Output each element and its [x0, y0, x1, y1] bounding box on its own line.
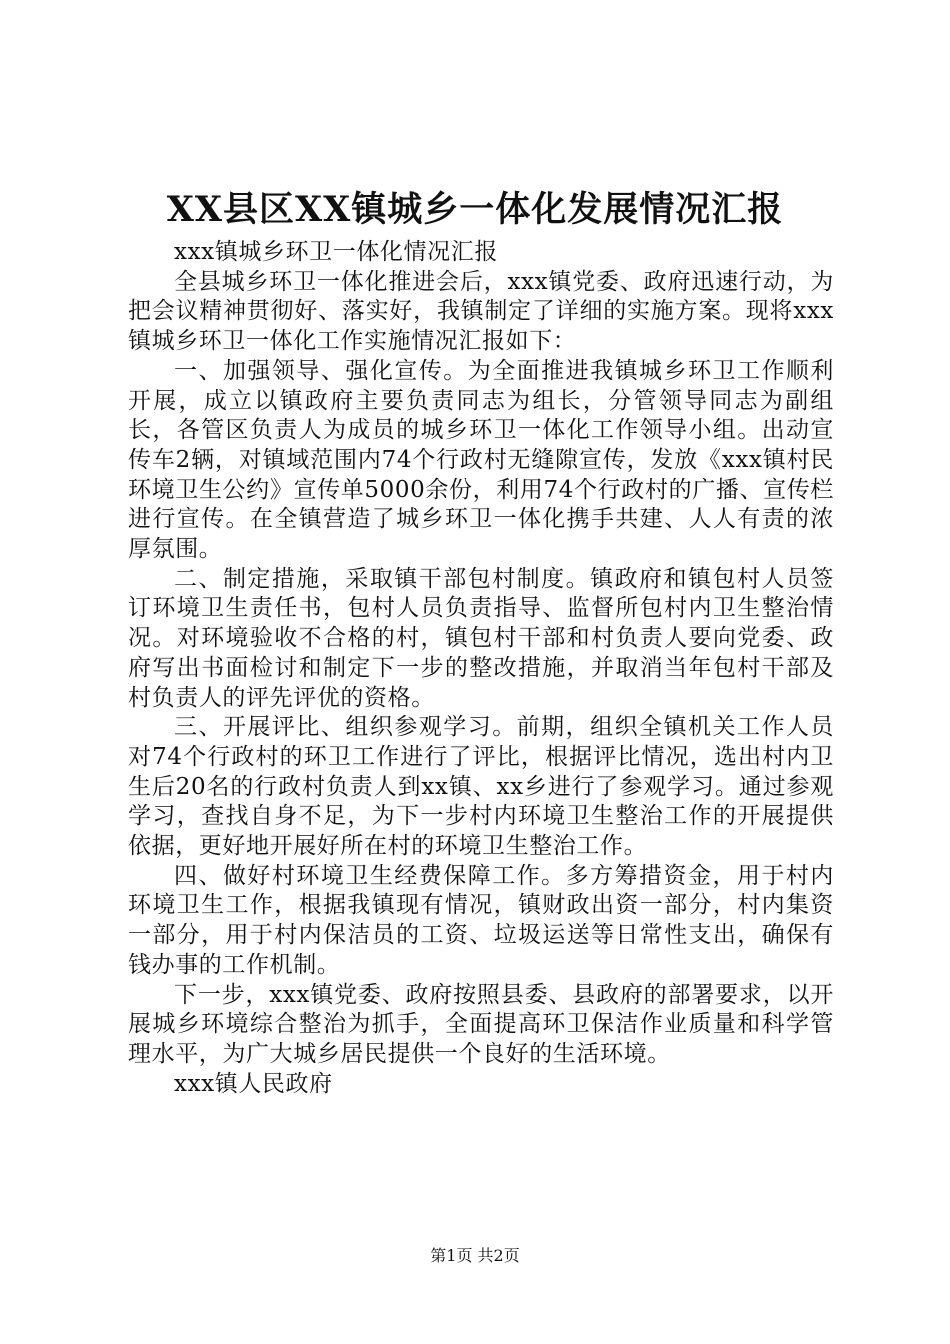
next-steps-paragraph: 下一步，xxx镇党委、政府按照县委、县政府的部署要求，以开展城乡环境综合整治为抓手，全面提高环卫保洁作业质量和科学管理水平，为广大城乡居民提供一个良好的生活环境。 — [128, 981, 834, 1067]
report-subtitle: xxx镇城乡环卫一体化情况汇报 — [174, 239, 498, 265]
section-two-paragraph: 二、制定措施，采取镇干部包村制度。镇政府和镇包村人员签订环境卫生责任书，包村人员负责指导、监督所包村内卫生整治情况。对环境验收不合格的村，镇包村干部和村负责人要向党委、政府写出书面检讨和制定下一步的整改措施，并取消当年包村干部及村负责人的评先评优的资格。 — [128, 565, 834, 711]
section-four-paragraph: 四、做好村环境卫生经费保障工作。多方筹措资金，用于村内环境卫生工作，根据我镇现有情况，镇财政出资一部分，村内集资一部分，用于村内保洁员的工资、垃圾运送等日常性支出，确保有钱办事的工作机制。 — [128, 862, 834, 978]
section-three-paragraph: 三、开展评比、组织参观学习。前期，组织全镇机关工作人员对74个行政村的环卫工作进行了评比，根据评比情况，选出村内卫生后20名的行政村负责人到xx镇、xx乡进行了参观学习。通过参观学习，查找自身不足，为下一步村内环境卫生整治工作的开展提供依据，更好地开展好所在村的环境卫生整治工作。 — [128, 714, 834, 860]
page-number-footer: 第1页 共2页 — [430, 1246, 520, 1265]
document-body — [128, 238, 834, 1099]
section-one-paragraph: 一、加强领导、强化宣传。为全面推进我镇城乡环卫工作顺利开展，成立以镇政府主要负责同志为组长，分管领导同志为副组长，各管区负责人为成员的城乡环卫一体化工作领导小组。出动宣传车2辆，对镇域范围内74个行政村无缝隙宣传，发放《xxx镇村民环境卫生公约》宣传单5000余份，利用74个行政村的广播、宣传栏进行宣传。在全镇营造了城乡环卫一体化携手共建、人人有责的浓厚氛围。 — [128, 357, 834, 563]
intro-paragraph: 全县城乡环卫一体化推进会后，xxx镇党委、政府迅速行动，为把会议精神贯彻好、落实好，我镇制定了详细的实施方案。现将xxx镇城乡环卫一体化工作实施情况汇报如下： — [128, 268, 834, 355]
document-title: XX县区XX镇城乡一体化发展情况汇报 — [166, 189, 784, 230]
signature-line: xxx镇人民政府 — [174, 1070, 333, 1097]
